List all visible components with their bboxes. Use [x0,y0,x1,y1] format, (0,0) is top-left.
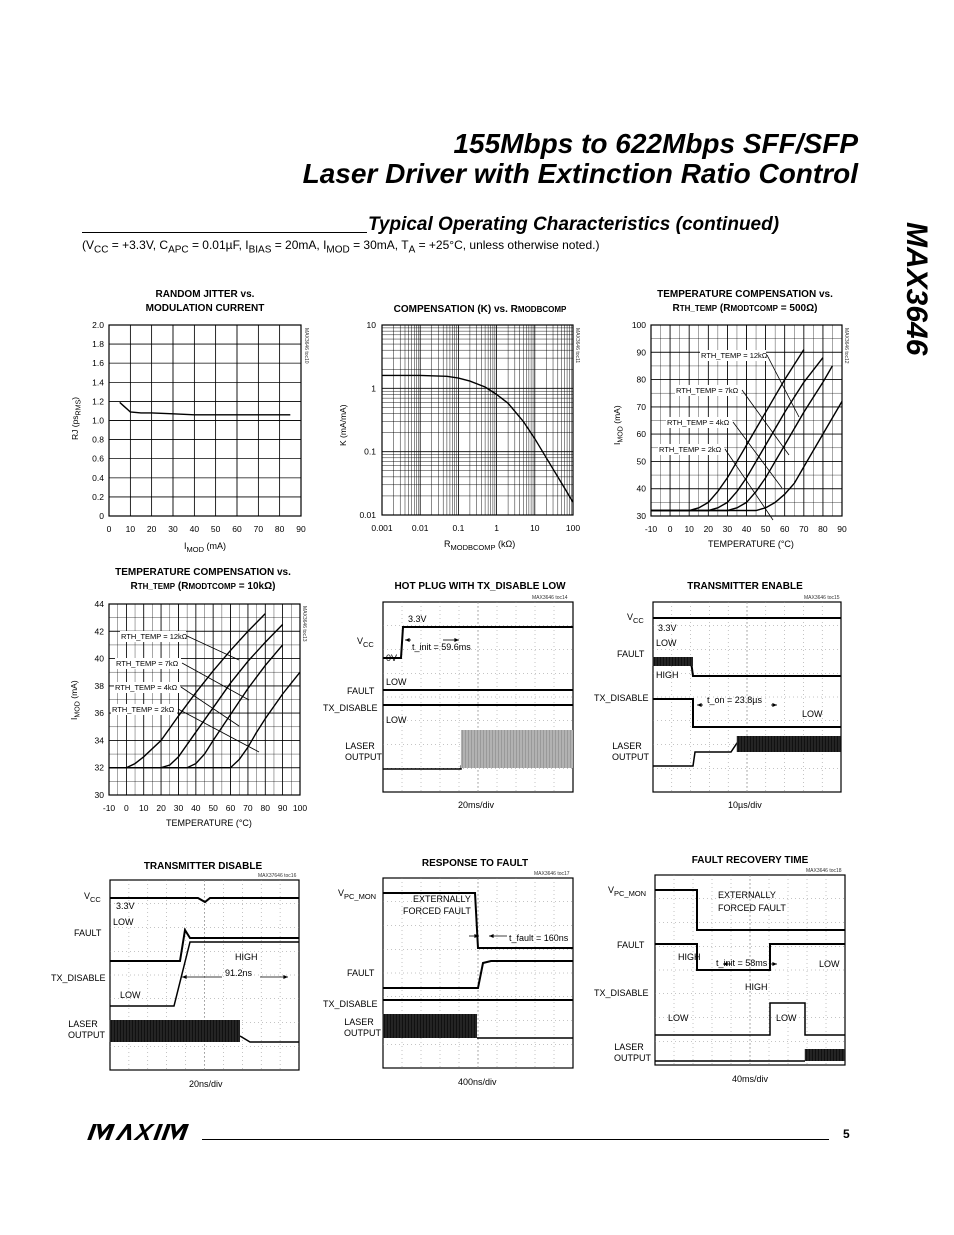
chart1-ylabel: RJ $(ps_{RMS})$ [70,396,83,440]
scope5-sig-vpcmon: $V_{PC\_MON}$ [608,885,647,898]
y-tick-label: 1.4 [92,377,104,388]
y-tick-label: 0.6 [92,453,104,464]
chart3-xlabel: TEMPERATURE (°C) [708,539,794,549]
part-number-vertical: MAX3646 [900,222,933,356]
x-tick-label: 60 [225,803,236,813]
chart2-ylabel: K (mA/mA) [338,404,348,446]
x-tick-label: -10 [644,524,658,534]
chart4-ylabel: $I_{MOD}$ (mA) [69,680,82,720]
section-title: Typical Operating Characteristics (continued) [368,214,780,235]
scope2-ann-high: HIGH [656,670,679,680]
scope1-code: MAX3646 toc14 [532,595,568,601]
scope2-ann-low2: LOW [802,709,823,719]
maxim-logo [85,1124,191,1140]
tx-disable-scope [110,880,299,1070]
y-tick-label: 1 [371,383,376,394]
scope3-ann-high: HIGH [235,952,258,962]
y-tick-label: 30 [636,511,646,521]
y-tick-label: 60 [636,429,646,440]
chart2-xlabel: $R_{MODBCOMP}$ (kΩ) [444,539,516,552]
laser-burst [737,736,841,752]
laser-burst [461,730,573,768]
series-label: RTH_TEMP = 7kΩ [116,659,179,668]
x-tick-label: 40 [191,803,201,813]
chart1-title: RANDOM JITTER vs. MODULATION CURRENT [145,289,265,314]
scope1-sig-txdisable: TX_DISABLE [323,703,378,713]
title-line-1: 155Mbps to 622Mbps SFF/SFP [453,128,858,159]
x-tick-label: 80 [260,803,271,813]
chart3-title: TEMPERATURE COMPENSATION vs. RTH_TEMP (RMODTCOMP = 500Ω) [657,289,833,314]
x-tick-label: 90 [837,524,847,534]
scope4-sig-laser: LASER OUTPUT [344,1017,381,1038]
y-tick-label: 0.8 [92,434,104,445]
x-tick-label: 70 [243,803,253,813]
scope5-code: MAX3646 toc18 [806,868,842,874]
scope4-sig-txdisable: TX_DISABLE [323,999,378,1009]
x-tick-label: 70 [799,524,809,534]
plot-frame [382,325,573,515]
x-tick-label: 50 [760,524,771,534]
x-tick-label: 60 [779,524,790,534]
scope2-ann-3v3: 3.3V [658,623,677,633]
scope4-ann-forced: FORCED FAULT [403,906,471,916]
scope3-sig-laser: LASER OUTPUT [68,1019,105,1040]
x-tick-label: 20 [703,524,714,534]
x-tick-label: 50 [210,524,221,534]
series-label: RTH_TEMP = 2kΩ [659,445,722,454]
chart2-title: COMPENSATION (K) vs. RMODBCOMP [393,304,567,315]
y-tick-label: 70 [636,401,646,412]
scope1-ann-low2: LOW [386,715,407,725]
y-tick-label: 0.4 [92,472,104,483]
x-tick-label: 90 [277,803,288,813]
scope4-xdiv: 400ns/div [458,1077,497,1087]
scope2-sig-vcc: $V_{CC}$ [627,612,644,625]
x-tick-label: 20 [156,803,166,813]
y-tick-label: 2.0 [92,320,104,330]
scope5-title: FAULT RECOVERY TIME [691,855,809,866]
y-tick-label: 50 [636,456,646,467]
laser-on-band [110,1020,240,1042]
scope5-ann-low2: LOW [668,1013,689,1023]
x-tick-label: 0.1 [452,523,465,533]
y-tick-label: 38 [94,680,104,691]
y-tick-label: 44 [94,599,104,609]
chart1-code: MAX3646 toc10 [303,328,309,364]
y-tick-label: 42 [94,626,104,637]
scope5-ann-ext: EXTERNALLY [718,890,776,900]
x-tick-label: 0 [667,524,673,534]
scope4-title: RESPONSE TO FAULT [421,858,529,869]
scope5-ann-high: HIGH [678,952,701,962]
scope2-xdiv: 10µs/div [728,800,762,810]
scope3-ann-3v3: 3.3V [116,901,135,911]
section-rule [82,232,367,233]
scope1-title: HOT PLUG WITH TX_DISABLE LOW [394,581,566,592]
scope2-sig-txdisable: TX_DISABLE [594,693,649,703]
x-tick-label: 100 [565,523,581,533]
scope5-sig-fault: FAULT [617,940,645,950]
scope3-code: MAX37646 toc16 [258,873,297,879]
x-tick-label: 0 [123,803,129,813]
y-tick-label: 30 [94,790,104,800]
series-label: RTH_TEMP = 7kΩ [676,386,739,395]
scope3-ann-time: 91.2ns [225,968,253,978]
series-label: RTH_TEMP = 12kΩ [121,632,188,641]
scope5-sig-txdisable: TX_DISABLE [594,988,649,998]
scope3-sig-txdisable: TX_DISABLE [51,973,106,983]
chart4-code: MAX3646 toc13 [301,606,307,642]
scope3-sig-vcc: $V_{CC}$ [84,891,101,904]
scope1-ann-tinit: t_init = 59.6ms [412,642,471,652]
y-tick-label: 40 [94,653,104,664]
x-tick-label: 70 [253,524,264,534]
y-tick-label: 1.8 [92,339,104,350]
x-tick-label: 40 [741,524,752,534]
x-tick-label: 80 [274,524,285,534]
scope4-sig-fault: FAULT [347,968,375,978]
title-line-2: Laser Driver with Extinction Ratio Control [302,158,858,189]
scope5-xdiv: 40ms/div [732,1074,769,1084]
scope5-ann-low3: LOW [776,1013,797,1023]
y-tick-label: 80 [636,374,646,385]
series-line [120,402,291,414]
x-tick-label: 50 [208,803,218,813]
conditions-text: ($V_{CC} = +3.3V$, $C_{APC} = 0.01\mu F$, $I_{BIAS} = 20mA$, $I_{MOD} = 30mA$, $T_A = +25^\circ C$, unless otherwise noted.) [82,238,600,256]
x-tick-label: 10 [684,524,694,534]
page-number: 5 [843,1127,850,1141]
y-tick-label: 0.01 [359,510,376,520]
x-tick-label: 100 [292,803,308,813]
y-tick-label: 90 [636,347,646,358]
series-label: RTH_TEMP = 12kΩ [701,351,768,360]
laser-on-band [383,1014,477,1038]
y-tick-label: 40 [636,483,646,494]
series-leader-line [178,709,259,752]
scope1-ann-low1: LOW [386,677,407,687]
y-tick-label: 0.2 [92,491,104,502]
x-tick-label: 30 [168,524,178,534]
chart4-title: TEMPERATURE COMPENSATION vs. RTH_TEMP (RMODTCOMP = 10kΩ) [115,567,291,592]
y-tick-label: 0 [99,511,104,521]
y-tick-label: 10 [366,320,376,330]
scope4-ann-tfault: t_fault = 160ns [509,933,569,943]
scope3-xdiv: 20ns/div [189,1079,223,1089]
series-label: RTH_TEMP = 4kΩ [667,418,730,427]
y-tick-label: 100 [631,320,646,330]
x-tick-label: 20 [146,524,157,534]
scope1-sig-vcc: $V_{CC}$ [357,636,374,649]
x-tick-label: 60 [232,524,242,534]
y-tick-label: 1.6 [92,358,104,369]
chart1-xlabel: $I_{MOD}$ (mA) [184,541,227,554]
chart3-code: MAX3646 toc12 [843,328,849,364]
footer-rule [202,1139,829,1140]
chart4-xlabel: TEMPERATURE (°C) [166,818,252,828]
scope2-title: TRANSMITTER ENABLE [687,581,803,592]
y-tick-label: 36 [94,708,104,719]
scope5-ann-tinit: t_init = 58ms [716,958,768,968]
scope5-ann-forced: FORCED FAULT [718,903,786,913]
scope2-sig-fault: FAULT [617,649,645,659]
scope4-ann-ext: EXTERNALLY [413,894,471,904]
y-tick-label: 1.0 [92,415,104,426]
x-tick-label: 0.001 [371,523,393,533]
hotplug-scope [383,602,573,792]
scope3-sig-fault: FAULT [74,928,102,938]
scope1-sig-fault: FAULT [347,686,375,696]
chart2-code: MAX3646 toc11 [574,328,580,364]
scope5-sig-laser: LASER OUTPUT [614,1042,651,1063]
scope2-sig-laser: LASER OUTPUT [612,741,649,762]
scope2-ann-low: LOW [656,638,677,648]
x-tick-label: 10 [125,524,136,534]
series-label: RTH_TEMP = 4kΩ [115,683,178,692]
x-tick-label: 80 [818,524,828,534]
series-label: RTH_TEMP = 2kΩ [112,705,175,714]
scope1-ann-3v3: 3.3V [408,614,427,624]
x-tick-label: 30 [722,524,733,534]
x-tick-label: 1 [494,523,499,533]
scope3-title: TRANSMITTER DISABLE [143,861,263,872]
scope3-ann-low: LOW [113,917,134,927]
x-tick-label: -10 [102,803,116,813]
scope4-code: MAX3646 toc17 [534,871,570,877]
scope1-ann-0v: 0V [386,653,398,663]
scope2-code: MAX3646 toc15 [804,595,840,601]
x-tick-label: 40 [189,524,200,534]
y-tick-label: 1.2 [92,396,104,407]
scope3-ann-low2: LOW [120,990,141,1000]
x-tick-label: 0.01 [411,523,429,533]
scope5-ann-high2: HIGH [745,982,768,992]
scope5-ann-low: LOW [819,959,840,969]
y-tick-label: 0.1 [364,446,376,457]
scope2-ann-ton: t_on = 23.8µs [707,695,762,705]
y-tick-label: 34 [94,735,104,746]
x-tick-label: 90 [296,524,306,534]
scope4-sig-vpcmon: $V_{PC\_MON}$ [338,888,377,901]
scope1-sig-laser: LASER OUTPUT [345,741,382,762]
x-tick-label: 0 [106,524,112,534]
scope1-xdiv: 20ms/div [458,800,495,810]
x-tick-label: 10 [530,523,540,533]
y-tick-label: 32 [94,762,104,773]
x-tick-label: 10 [138,803,149,813]
chart3-ylabel: $I_{MOD}$ (mA) [612,405,625,445]
x-tick-label: 30 [173,803,184,813]
